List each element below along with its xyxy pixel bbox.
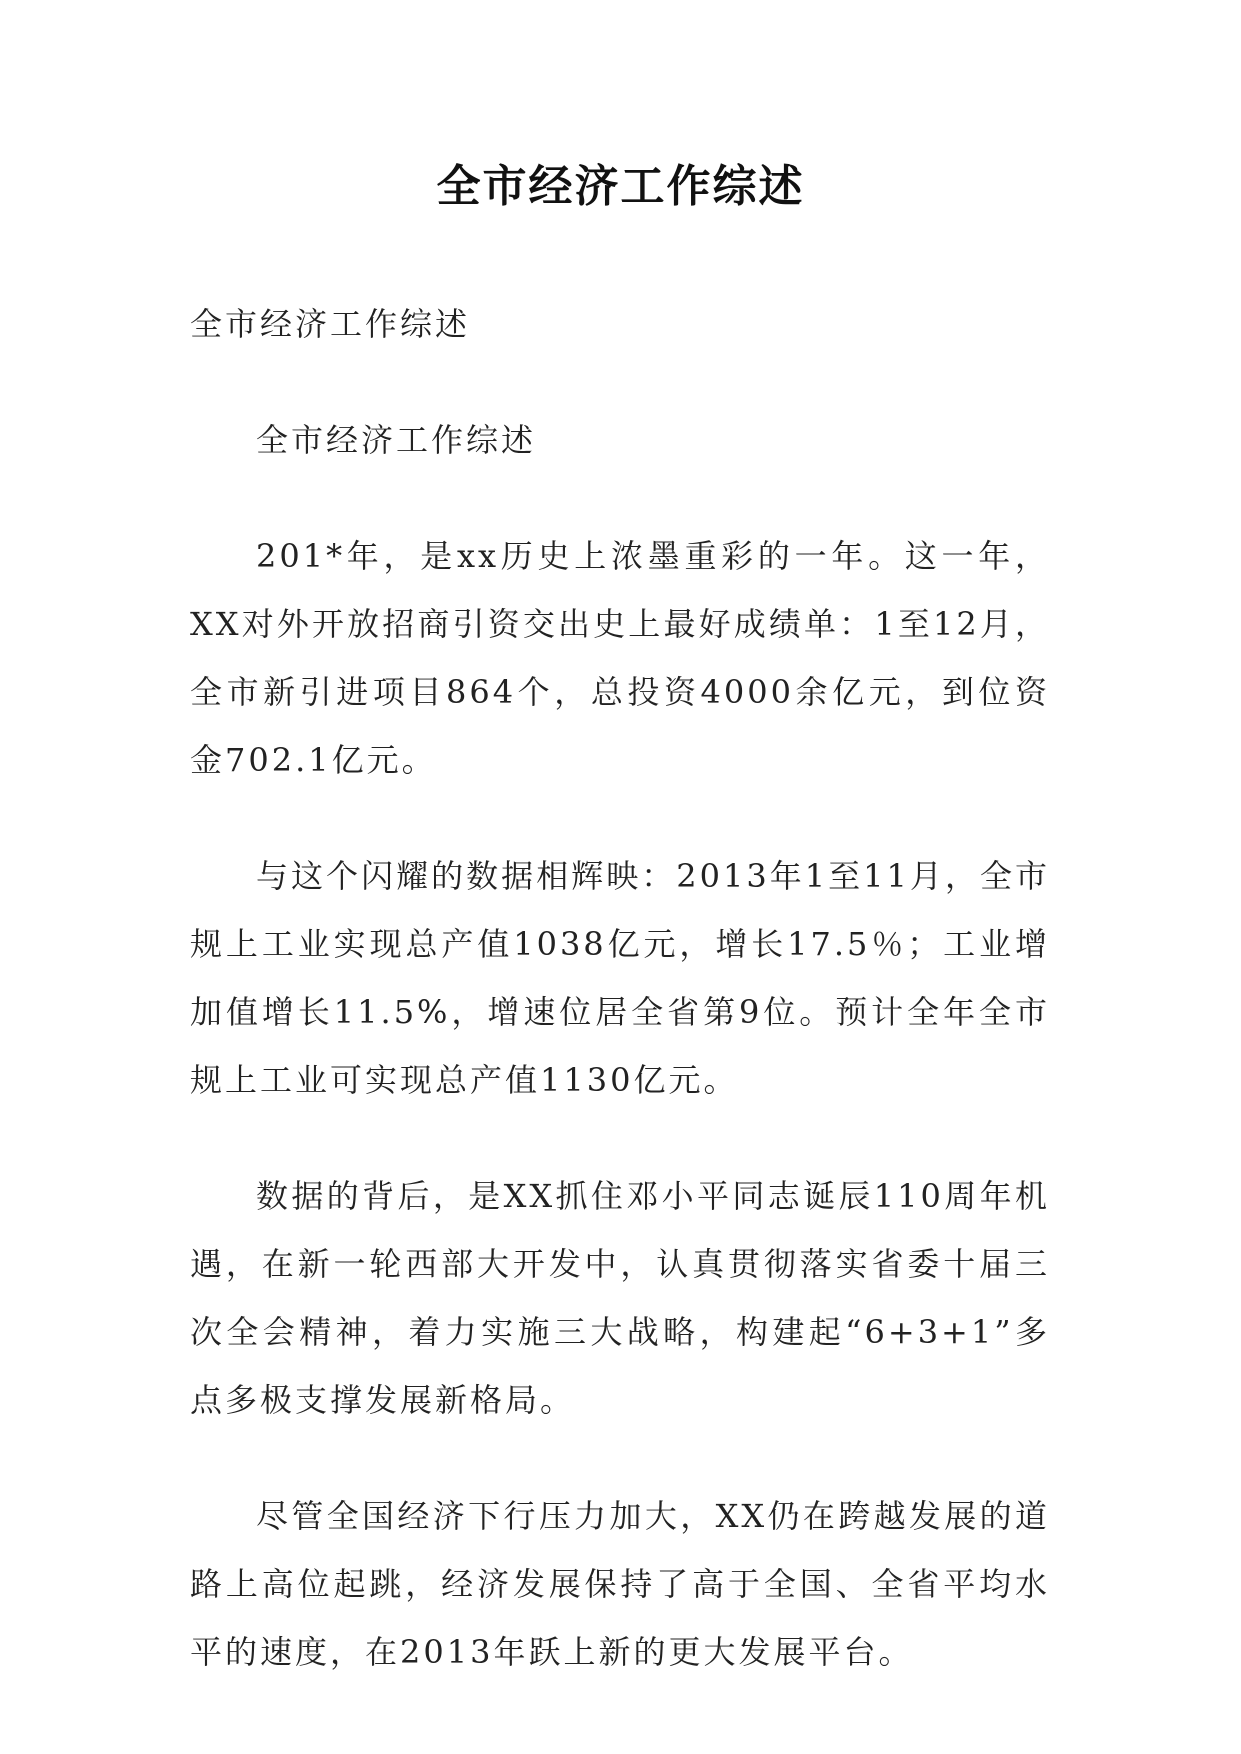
document-subtitle: 全市经济工作综述 — [190, 305, 471, 343]
document-heading: 全市经济工作综述 — [256, 421, 537, 459]
document-body — [190, 290, 1050, 1734]
paragraph-2: 与这个闪耀的数据相辉映：2013年1至11月，全市规上工业实现总产值1038亿元，增长17.5％；工业增加值增长11.5%，增速位居全省第9位。预计全年全市规上工业可实现总产值1130亿元。 — [190, 857, 1050, 1099]
paragraph-4: 尽管全国经济下行压力加大，XX仍在跨越发展的道路上高位起跳，经济发展保持了高于全国、全省平均水平的速度，在2013年跃上新的更大发展平台。 — [190, 1497, 1050, 1671]
paragraph-1: 201*年，是xx历史上浓墨重彩的一年。这一年，XX对外开放招商引资交出史上最好成绩单：1至12月，全市新引进项目864个，总投资4000余亿元，到位资金702.1亿元。 — [190, 537, 1050, 779]
paragraph-3: 数据的背后，是XX抓住邓小平同志诞辰110周年机遇，在新一轮西部大开发中，认真贯彻落实省委十届三次全会精神，着力实施三大战略，构建起“6+3+1”多点多极支撑发展新格局。 — [190, 1177, 1050, 1419]
document-title: 全市经济工作综述 — [436, 161, 805, 212]
